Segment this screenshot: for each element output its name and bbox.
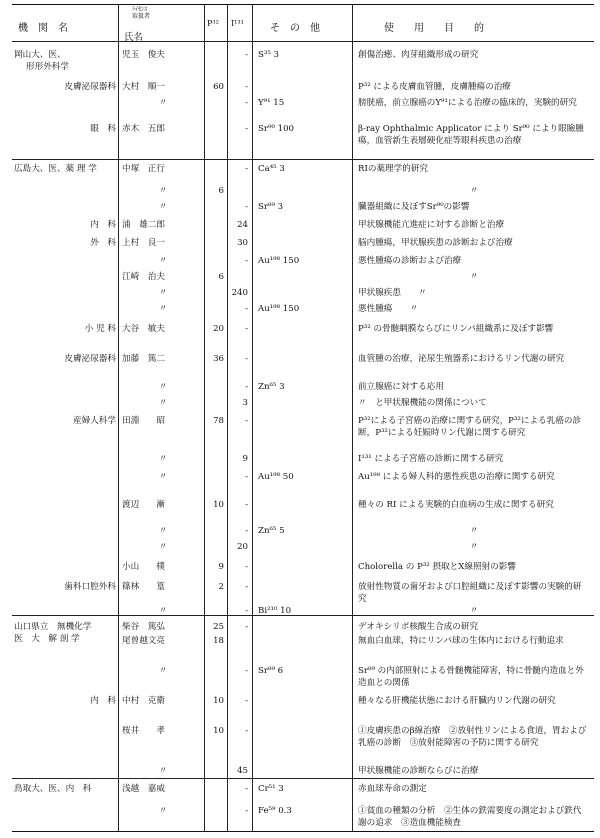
institution-cell: 外 科 (90, 238, 116, 248)
licensee-name-cell: 小山 樸 (122, 562, 165, 572)
licensee-name-cell: 〃 (158, 256, 168, 266)
institution-cell: 内 科 (90, 220, 116, 230)
i131-amount-cell: 30 (237, 238, 248, 248)
purpose-cell: 悪性腫瘍の診断および治療 (358, 256, 462, 266)
p32-amount-cell: 36 (213, 354, 224, 364)
i131-amount-cell: - (245, 304, 248, 314)
purpose-cell: 種々の RI による実験的白血病の生成に関する研究 (358, 500, 554, 510)
licensee-name-cell: 〃 (158, 454, 168, 464)
licensee-name-cell: 〃 (158, 304, 168, 314)
purpose-cell: I¹³¹ による子宮癌の診断に関する研究 (358, 454, 504, 464)
p32-amount-cell: 60 (213, 82, 224, 92)
i131-amount-cell: - (245, 324, 248, 334)
licensee-name-cell: 〃 (158, 472, 168, 482)
licensee-name-cell: 大村 順一 (122, 82, 165, 92)
header-institution: 機 関 名 (18, 23, 68, 34)
purpose-cell: 〃 と甲状腺機能の関係について (358, 398, 487, 408)
purpose-cell: 甲状腺機能亢進症に対する診断と治療 (358, 220, 505, 230)
licensee-name-cell: 〃 (158, 606, 168, 616)
col-divider (204, 5, 205, 831)
purpose-cell: 〃 (469, 272, 479, 282)
header-i131: I¹³¹ (231, 19, 244, 28)
p32-amount-cell-line2: 18 (213, 636, 224, 646)
licensee-name-cell: 〃 (158, 382, 168, 392)
purpose-cell: Au¹⁹⁸ による婦人科的悪性疾患の治療に関する研究 (358, 472, 555, 482)
header-purpose: 使 用 目 的 (384, 23, 484, 34)
group-rule (12, 159, 594, 160)
i131-amount-cell: - (245, 354, 248, 364)
licensee-name-cell: 〃 (158, 98, 168, 108)
purpose-cell: 前立腺癌に対する応用 (358, 382, 444, 392)
licensee-name-cell: 〃 (158, 186, 168, 196)
licensee-name-cell: 柴谷 篤弘 (122, 622, 165, 632)
i131-amount-cell: - (245, 472, 248, 482)
purpose-cell: P³² による皮膚血管腫，皮膚腫瘍の治療 (358, 82, 511, 92)
purpose-cell: β-ray Ophthalmic Applicator により Sr⁹⁰ により眼瞼腫瘍，血管新生表層硬化症等眼科疾患の治療 (358, 124, 584, 147)
purpose-cell: 甲状腺疾患 〃 (358, 288, 427, 298)
licensee-name-cell: 中塚 正行 (122, 164, 165, 174)
other-isotope-cell: Ca⁴⁵ 3 (258, 164, 285, 174)
purpose-cell: 脳内腫瘍，甲状腺疾患の診断および治療 (358, 238, 513, 248)
purpose-cell: 創傷治癒、肉芽組織形成の研究 (358, 50, 479, 60)
licensee-name-cell: 〃 (158, 666, 168, 676)
licensee-name-cell: 〃 (158, 806, 168, 816)
institution-cell: 小 児 科 (84, 324, 116, 334)
licensee-name-cell: 田淵 昭 (122, 416, 165, 426)
purpose-cell: Sr⁸⁹ の内部照射による骨髄機能障害，特に骨髄内造血と外造血との関係 (358, 666, 584, 689)
header-rule (12, 41, 594, 42)
licensee-name-cell: 浅越 嘉威 (122, 784, 165, 794)
i131-amount-cell: - (245, 382, 248, 392)
institution-cell: 内 科 (90, 696, 116, 706)
col-divider (227, 5, 228, 831)
licensee-name-cell: 〃 (158, 542, 168, 552)
purpose-cell: RIの薬理学的研究 (358, 164, 429, 174)
purpose-cell: 〃 (469, 186, 479, 196)
licensee-name-cell: 江崎 治夫 (122, 272, 165, 282)
i131-amount-cell: - (245, 696, 248, 706)
licensee-name-cell: 加藤 篤二 (122, 354, 165, 364)
purpose-cell: P³² の骨髄網膜ならびにリンパ組織系に及ぼす影響 (358, 324, 554, 334)
i131-amount-cell: - (245, 164, 248, 174)
other-isotope-cell: Sr⁹⁰ 100 (258, 124, 295, 134)
licensee-name-cell: 上村 良一 (122, 238, 165, 248)
institution-cell-line2: 医 大 解 剖 学 (14, 634, 80, 644)
i131-amount-cell: 9 (242, 454, 248, 464)
purpose-cell: ①貧血の種類の分析 ②生体の鉄需要度の測定および鉄代謝の追求 ③造血機能検査 (358, 806, 582, 829)
institution-cell-line2: 形形外科学 (26, 62, 69, 72)
purpose-cell: 膀胱癌，前立腺癌のY⁹¹による治療の臨床的，実験的研究 (358, 98, 577, 108)
other-isotope-cell: Cr⁵¹ 3 (258, 784, 284, 794)
i131-amount-cell: - (245, 124, 248, 134)
institution-cell: 山口県立 無機化学 (14, 622, 92, 632)
purpose-cell: 赤血球寿命の測定 (358, 784, 427, 794)
other-isotope-cell: Bi²¹⁰ 10 (258, 606, 292, 616)
purpose-cell: 甲状腺機能の診断ならびに治療 (358, 766, 479, 776)
i131-amount-cell: - (245, 202, 248, 212)
i131-amount-cell: 240 (231, 288, 248, 298)
licensee-name-cell: 大谷 敏夫 (122, 324, 165, 334)
license-table (12, 4, 594, 832)
p32-amount-cell: 10 (213, 726, 224, 736)
header-name: 氏名 (124, 32, 144, 43)
i131-amount-cell: - (245, 806, 248, 816)
header-other: そ の 他 (270, 23, 320, 34)
purpose-cell: 臓器組織に及ぼすSr⁹⁰の影響 (358, 202, 470, 212)
other-isotope-cell: Fe⁵⁹ 0.3 (258, 806, 292, 816)
institution-cell: 皮膚泌尿器科 (64, 82, 116, 92)
i131-amount-cell: - (245, 784, 248, 794)
purpose-cell-line2: 無血白血球，特にリンパ球の生体内における行動追求 (358, 636, 564, 646)
purpose-cell: 〃 (469, 526, 479, 536)
p32-amount-cell: 10 (213, 696, 224, 706)
other-isotope-cell: Au¹⁹⁸ 50 (258, 472, 294, 482)
institution-cell: 皮膚泌尿器科 (64, 354, 116, 364)
p32-amount-cell: 20 (213, 324, 224, 334)
purpose-cell: 血管腫の治療，泌尿生殖器系におけるリン代謝の研究 (358, 354, 565, 364)
i131-amount-cell: 20 (237, 542, 248, 552)
other-isotope-cell: Zn⁶⁵ 3 (258, 382, 285, 392)
licensee-name-cell-line2: 尾曽越文亮 (122, 636, 165, 646)
col-divider (118, 5, 119, 831)
p32-amount-cell: 25 (213, 622, 224, 632)
institution-cell: 眼 科 (90, 124, 116, 134)
licensee-name-cell: 篠林 篁 (122, 582, 165, 592)
institution-cell: 広島大、医、薬 理 学 (14, 164, 97, 174)
licensee-name-cell: 児玉 俊夫 (122, 50, 165, 60)
licensee-name-cell: 桜井 孝 (122, 726, 165, 736)
licensee-name-cell: 渡辺 漸 (122, 500, 165, 510)
purpose-cell: Cholorella の P³² 摂取とX線照射の影響 (358, 562, 516, 572)
i131-amount-cell: - (245, 50, 248, 60)
licensee-name-cell: 〃 (158, 288, 168, 298)
p32-amount-cell: 10 (213, 500, 224, 510)
purpose-cell: 種々なる肝機能状態における肝臓内リン代謝の研究 (358, 696, 556, 706)
p32-amount-cell: 78 (213, 416, 224, 426)
p32-amount-cell: 2 (218, 582, 224, 592)
other-isotope-cell: Zn⁶⁵ 5 (258, 526, 285, 536)
i131-amount-cell: - (245, 666, 248, 676)
purpose-cell: P³²による子宮癌の治療に関する研究，P³²による乳癌の診断，P³²による妊娠時リン代謝に関する研究 (358, 416, 582, 439)
i131-amount-cell: - (245, 562, 248, 572)
purpose-cell: ①皮膚疾患のβ線治療 ②放射性リンによる食道，胃および乳癌の診断 ③放射能障害の予防に関する研究 (358, 726, 587, 749)
other-isotope-cell: S³⁵ 3 (258, 50, 279, 60)
i131-amount-cell: - (245, 606, 248, 616)
i131-amount-cell: - (245, 256, 248, 266)
i131-amount-cell: - (245, 416, 248, 426)
i131-amount-cell: - (245, 726, 248, 736)
other-isotope-cell: Y⁹¹ 15 (258, 98, 285, 108)
header-p32: P³² (207, 19, 219, 28)
i131-amount-cell: 45 (237, 766, 248, 776)
institution-cell: 岡山大、医、 (14, 50, 66, 60)
institution-cell: 鳥取大、医、内 科 (14, 784, 92, 794)
p32-amount-cell: 9 (218, 562, 224, 572)
i131-amount-cell: - (245, 98, 248, 108)
i131-amount-cell: - (245, 500, 248, 510)
licensee-name-cell: 赤木 五郎 (122, 124, 165, 134)
institution-cell: 産婦人科学 (73, 416, 116, 426)
licensee-name-cell: 浦 雄二郎 (122, 220, 165, 230)
i131-amount-cell: - (245, 526, 248, 536)
i131-amount-cell: 24 (237, 220, 248, 230)
purpose-cell: デオキシリボ核酸生合成の研究 (358, 622, 479, 632)
other-isotope-cell: Au¹⁹⁸ 150 (258, 304, 300, 314)
purpose-cell: 放射性物質の歯牙および口腔組織に及ぼす影響の実験的研究 (358, 582, 582, 605)
p32-amount-cell: 6 (218, 272, 224, 282)
licensee-name-cell: 〃 (158, 202, 168, 212)
purpose-cell: 〃 (469, 606, 479, 616)
licensee-name-cell: 〃 (158, 766, 168, 776)
p32-amount-cell: 6 (218, 186, 224, 196)
col-divider (252, 5, 253, 831)
i131-amount-cell: - (245, 622, 248, 632)
other-isotope-cell: Sr⁸⁹ 6 (258, 666, 284, 676)
purpose-cell: 〃 (469, 542, 479, 552)
licensee-name-cell: 〃 (158, 526, 168, 536)
group-rule (12, 778, 594, 779)
i131-amount-cell: - (245, 82, 248, 92)
institution-cell: 歯科口腔外科 (64, 582, 116, 592)
other-isotope-cell: Au¹⁹⁸ 150 (258, 256, 300, 266)
other-isotope-cell: Sr⁸⁹ 3 (258, 202, 284, 212)
i131-amount-cell: - (245, 582, 248, 592)
page (12, 4, 598, 832)
purpose-cell: 悪性腫瘍 〃 (358, 304, 419, 314)
header-name-top: ﾗｲｾﾝｽ 取扱者 (132, 6, 151, 20)
i131-amount-cell: 3 (242, 398, 248, 408)
licensee-name-cell: 〃 (158, 398, 168, 408)
licensee-name-cell: 中村 克衛 (122, 696, 165, 706)
